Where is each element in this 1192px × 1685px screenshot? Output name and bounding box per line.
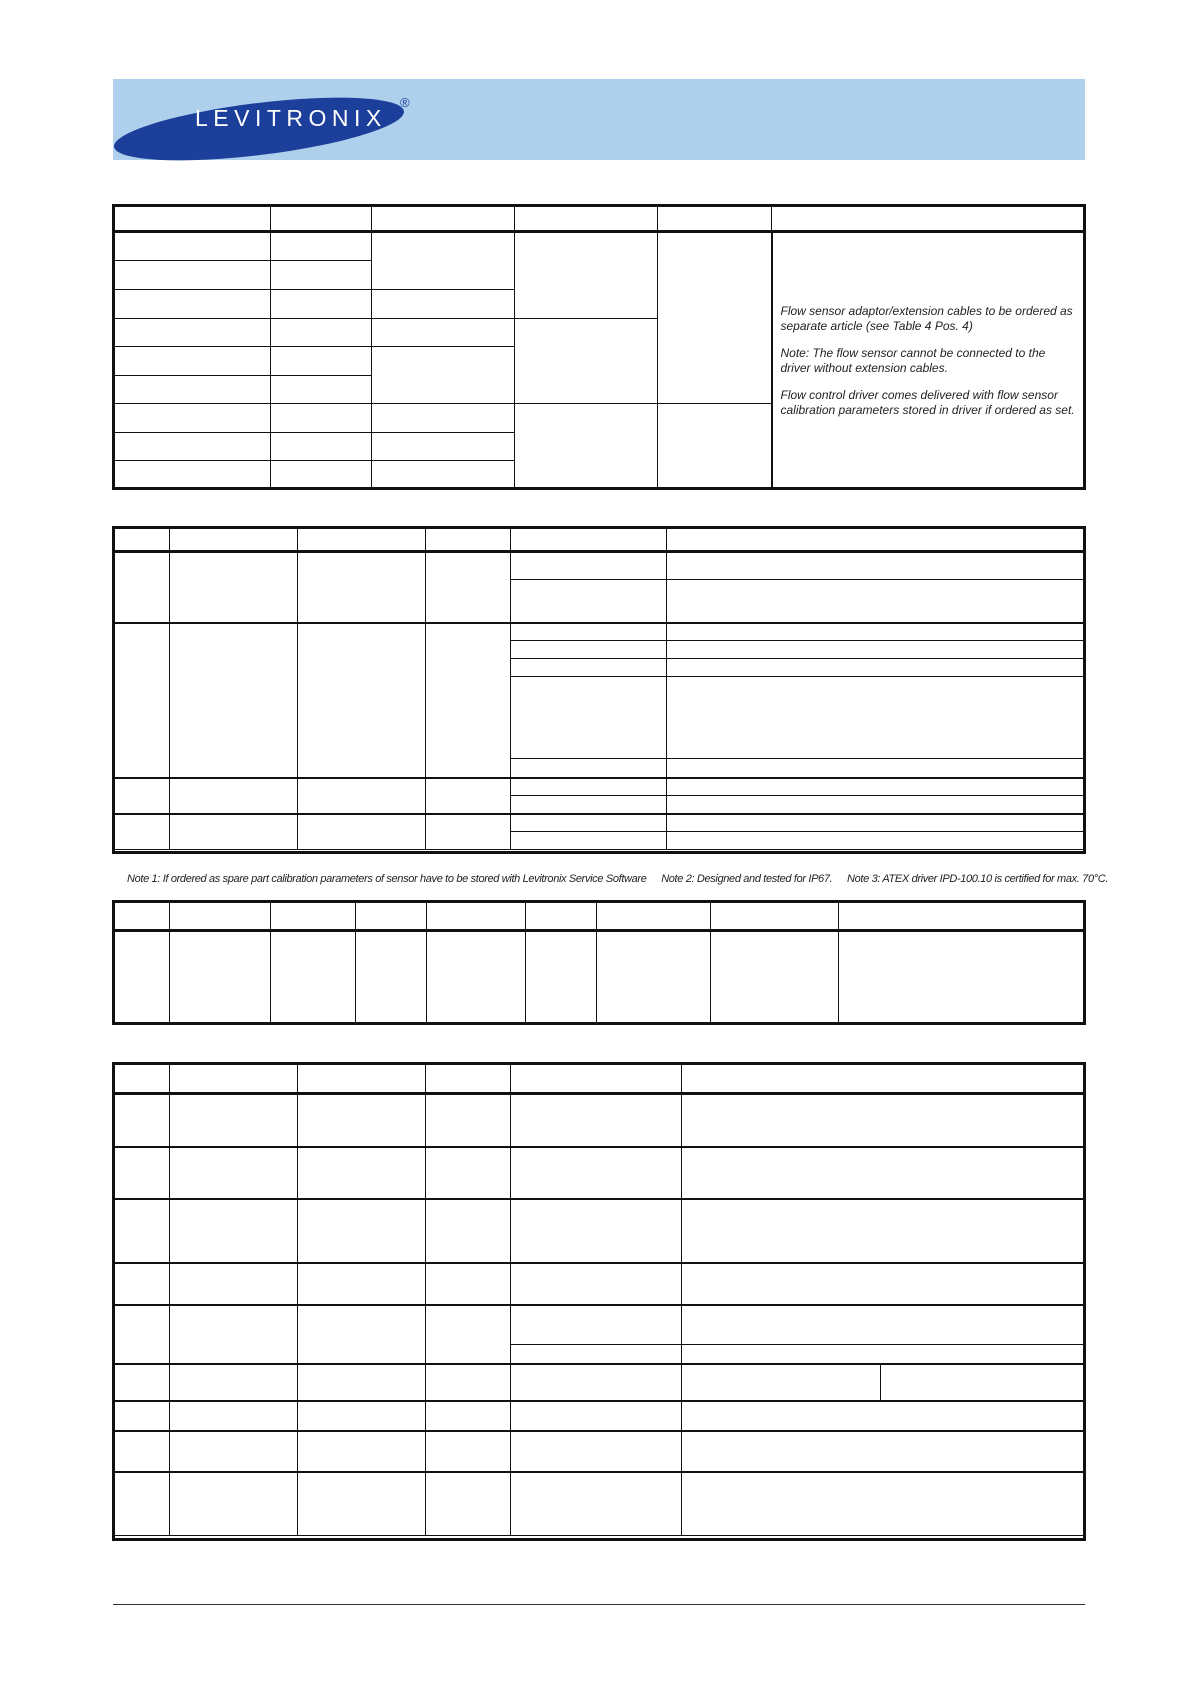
table-row bbox=[114, 1364, 1086, 1401]
note-line: Flow control driver comes delivered with flow sensor calibration parameters stored in driver if ordered as set. bbox=[780, 388, 1075, 417]
table-row bbox=[114, 623, 1086, 641]
table-2-header-row bbox=[114, 528, 1086, 552]
table-row bbox=[114, 1431, 1086, 1472]
table-row bbox=[114, 1472, 1086, 1536]
note-line: Note: The flow sensor cannot be connected to the driver without extension cables. bbox=[780, 346, 1046, 375]
logo-wordmark: LEVITRONIX bbox=[195, 105, 387, 131]
footnote-2: Note 2: Designed and tested for IP67. bbox=[661, 873, 833, 885]
levitronix-logo bbox=[113, 83, 423, 167]
header-band bbox=[113, 79, 1085, 160]
footer-rule bbox=[113, 1604, 1085, 1605]
table-row bbox=[114, 1199, 1086, 1263]
table-4-header-row bbox=[114, 1064, 1086, 1094]
footnote-1: Note 1: If ordered as spare part calibration parameters of sensor have to be stored with Levitronix Service Software bbox=[127, 873, 647, 885]
table-row bbox=[114, 1094, 1086, 1147]
table-4 bbox=[113, 1063, 1086, 1536]
table-row bbox=[114, 552, 1086, 580]
table-row bbox=[114, 1263, 1086, 1305]
table-3-header-row bbox=[114, 902, 1086, 931]
table-1-header-row bbox=[114, 206, 1086, 232]
note-line: Flow sensor adaptor/extension cables to be ordered as separate article (see Table 4 Pos. 4) bbox=[780, 304, 1073, 333]
table-row bbox=[114, 814, 1086, 832]
table-row bbox=[114, 1401, 1086, 1431]
table-2 bbox=[113, 527, 1086, 850]
table-row bbox=[114, 232, 1086, 261]
table-row bbox=[114, 1147, 1086, 1199]
table-row bbox=[114, 931, 1086, 1023]
table-row bbox=[114, 1305, 1086, 1345]
table-row bbox=[114, 778, 1086, 796]
footnotes bbox=[127, 873, 1109, 885]
footnote-3: Note 3: ATEX driver IPD-100.10 is certified for max. 70°C. bbox=[847, 873, 1109, 885]
table-1-notes bbox=[772, 232, 1086, 490]
table-3 bbox=[113, 901, 1086, 1023]
table-1 bbox=[113, 205, 1086, 490]
registered-mark: ® bbox=[400, 95, 410, 110]
